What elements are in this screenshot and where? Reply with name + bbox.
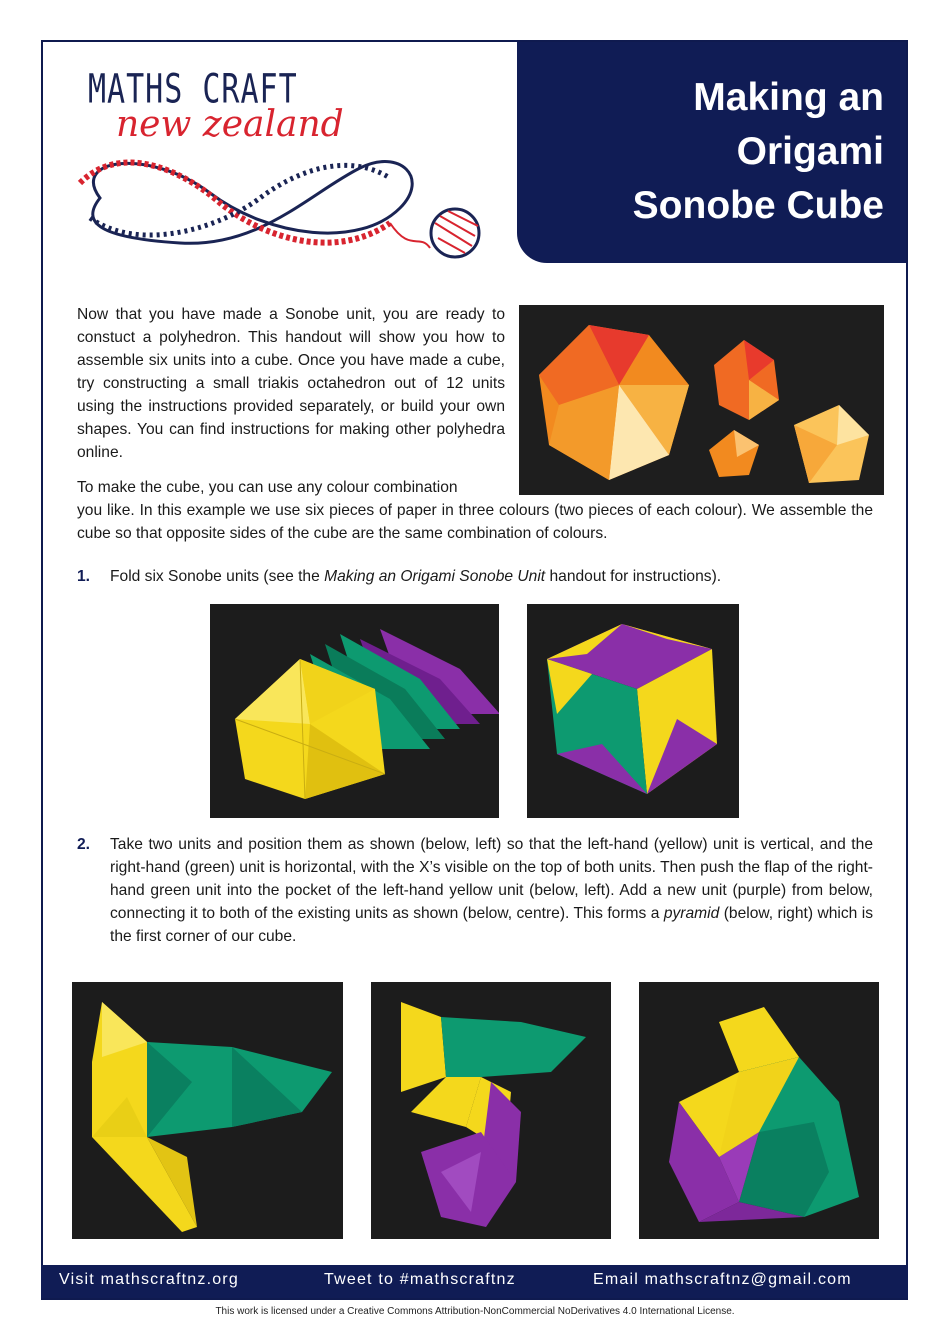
footer-website-link[interactable]: Visit mathscraftnz.org [59,1271,239,1288]
pyramid-photo [639,982,879,1239]
step-2 [77,833,873,953]
license-note: This work is licensed under a Creative Commons Attribution-NonCommercial NoDerivatives 4.0 International License. [215,1306,735,1317]
step-1 [77,565,873,588]
intro-paragraph: Now that you have made a Sonobe unit, you are ready to constuct a polyhedron. This handout will show you how to assemble six units into a cube. Once you have made a cube, try constructing a small triakis octahedron out of 12 units using the instructions provided separately, or build your own shapes. You can find instructions for making other polyhedra online. [77,306,505,461]
logo-line2: new zealand [116,104,344,145]
footer-email-link[interactable]: Email mathscraftnz@gmail.com [593,1271,852,1288]
footer-bar [41,1265,908,1298]
title-line-1: Making an [693,76,884,119]
logo-line1: MATHS CRAFT [88,66,298,114]
stacked-units-photo [210,604,499,818]
step-1-text: Fold six Sonobe units (see the Making an Origami Sonobe Unit handout for instructions). [110,568,722,585]
step-2-pyramid-term: pyramid [663,905,720,922]
two-units-photo [72,982,343,1239]
title-line-3: Sonobe Cube [632,184,884,227]
title-line-2: Origami [736,130,884,173]
step-1-number: 1. [77,568,91,585]
paragraph-2-start: To make the cube, you can use any colour combination [77,479,458,496]
three-units-photo [371,982,611,1239]
maths-craft-logo [60,58,500,268]
footer-twitter-link[interactable]: Tweet to #mathscraftnz [324,1271,516,1288]
paragraph-2-rest: you like. In this example we use six pieces of paper in three colours (two pieces of each colour). We assemble the cube so that opposite sides of the cube are the same combination of colours. [77,502,873,542]
polyhedra-photo [519,305,884,495]
infinity-yarn-icon [60,138,500,268]
step-2-text: Take two units and position them as shown (below, left) so that the left-hand (yellow) unit is vertical, and the right-hand (green) unit is horizontal, with the X’s visible on the top of both units. Then push the flap of the right-hand green unit into the pocket of the left-hand yellow unit (below, left). Add a new unit (purple) from below, connecting it to both of the existing units as shown (below, centre). This forms a pyramid (below, right) which is the first corner of our cube. [110,836,873,945]
title-banner [517,42,906,263]
step-2-number: 2. [77,836,91,853]
step-1-handout-title: Making an Origami Sonobe Unit [324,568,546,585]
finished-cube-photo [527,604,739,818]
